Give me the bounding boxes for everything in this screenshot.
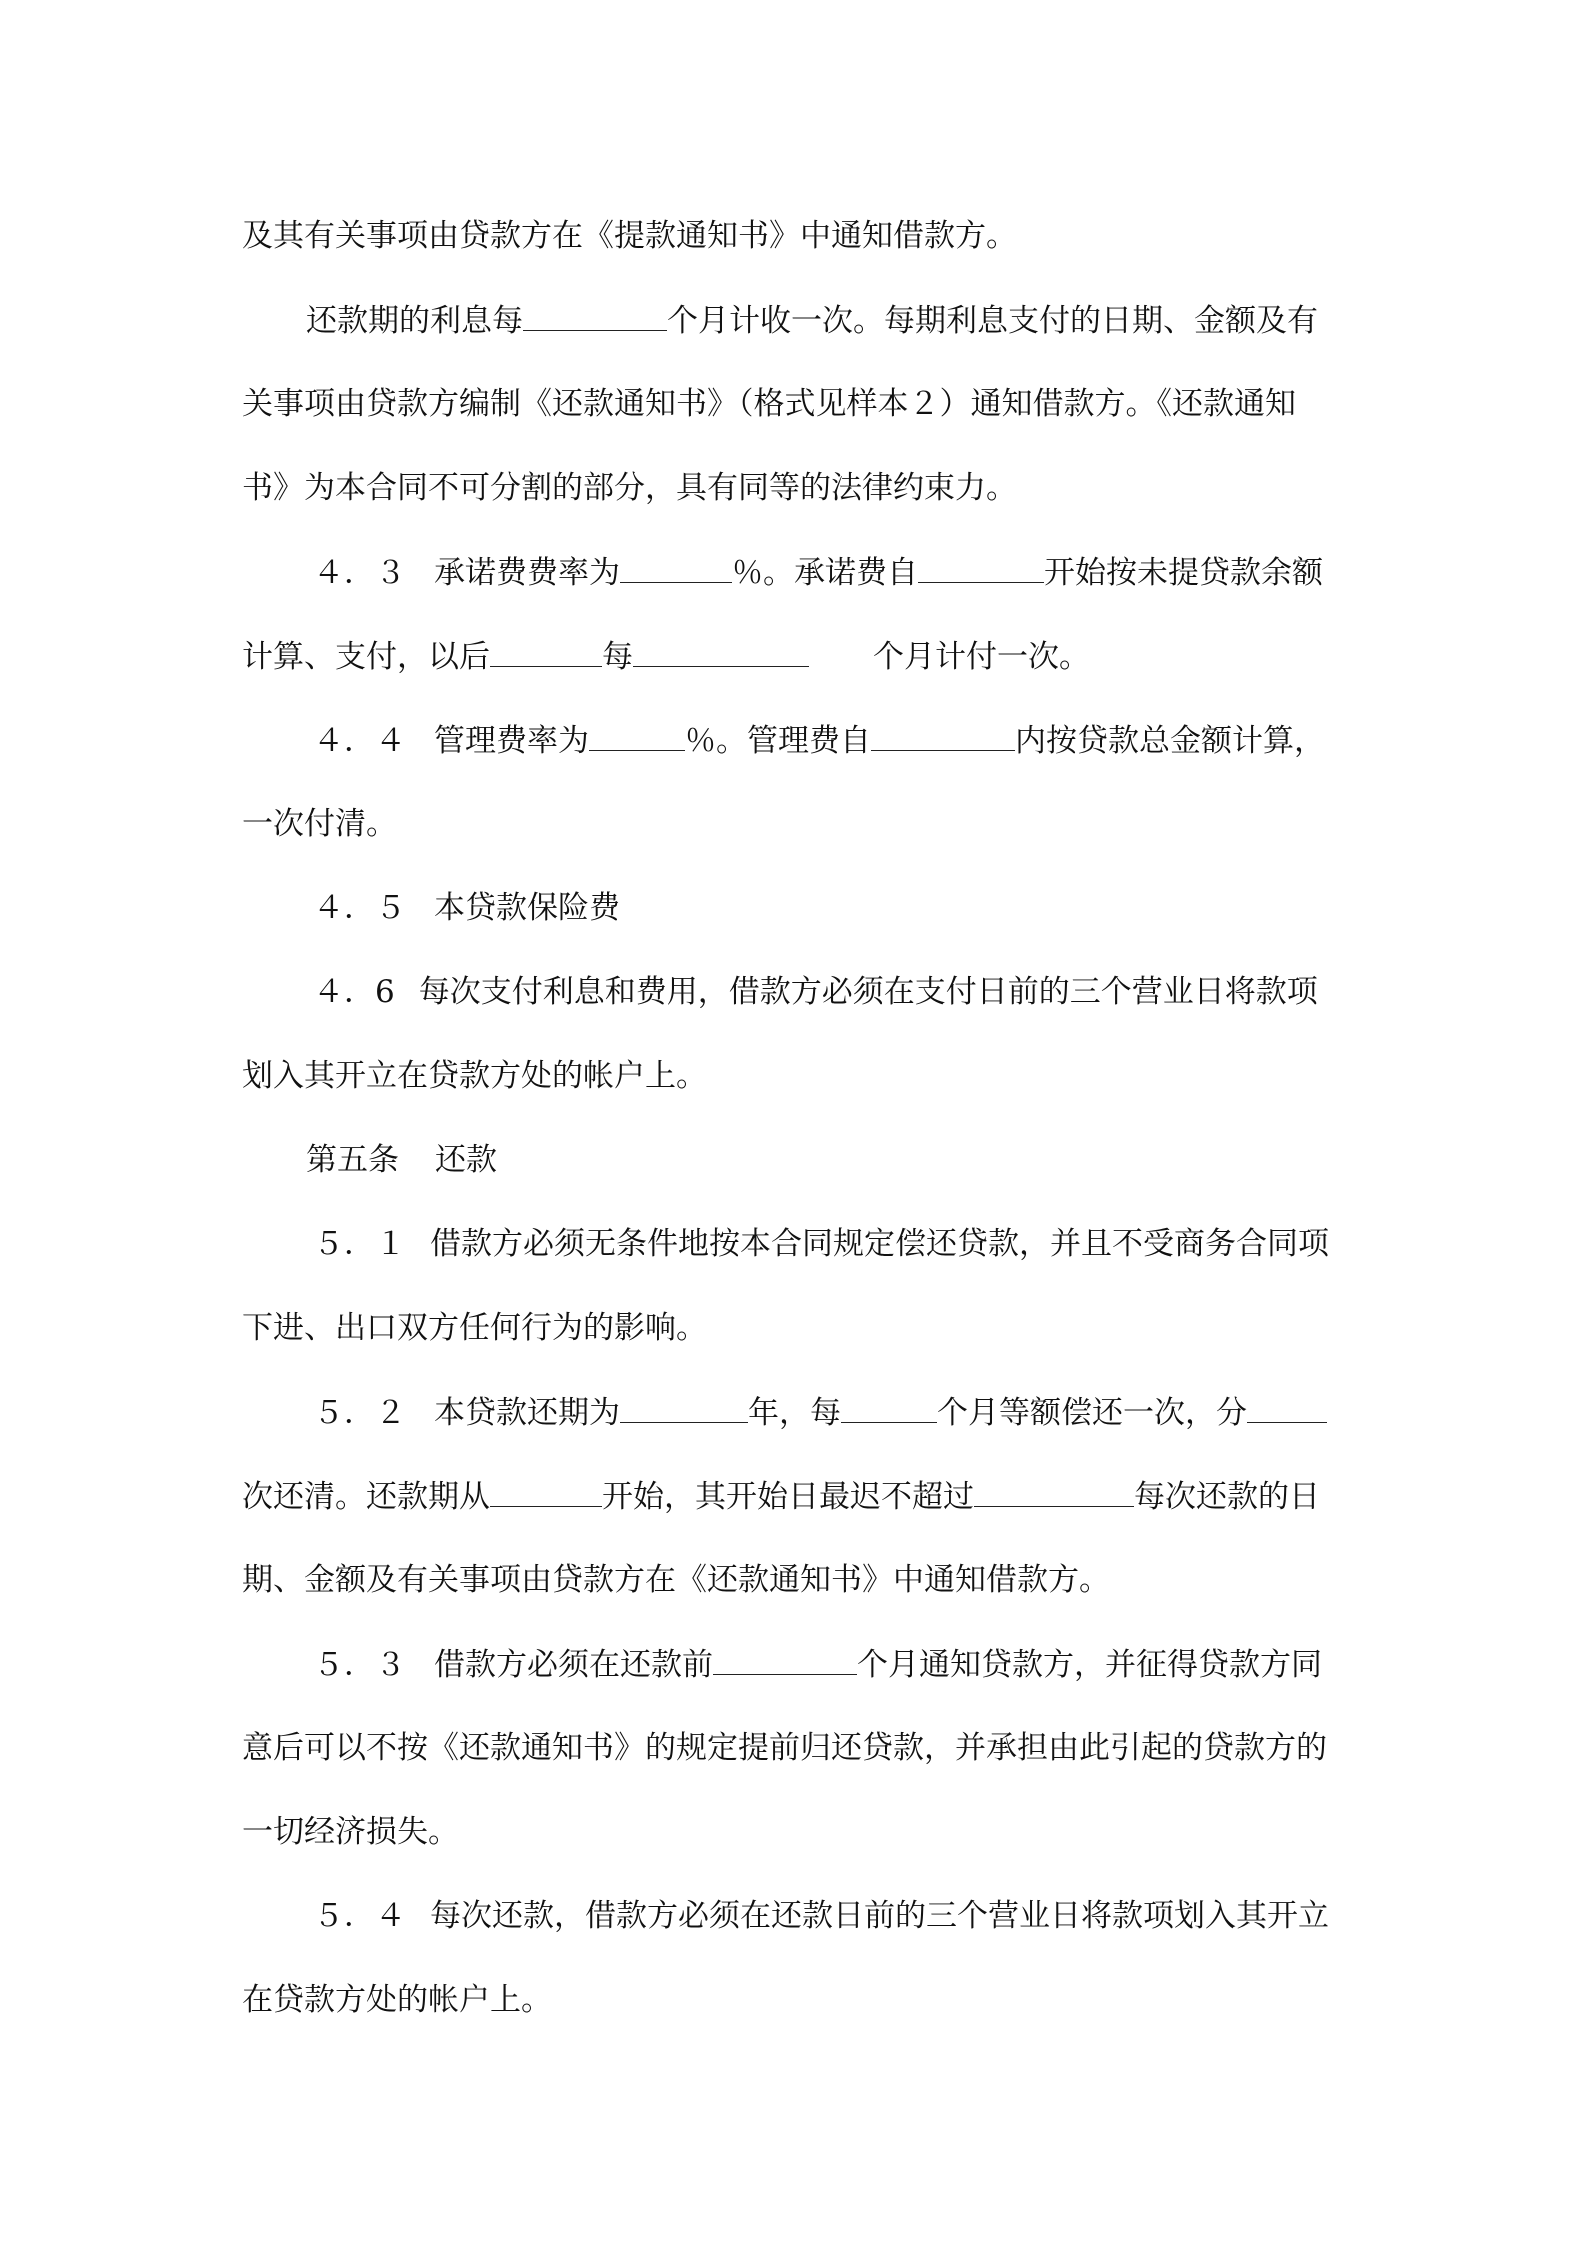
text: 本贷款还期为 [434, 1395, 620, 1431]
text: 在贷款方处的帐户上。 [242, 1982, 552, 2018]
text: 借款方必须在还款前 [434, 1647, 713, 1683]
paragraph-line [242, 1728, 1360, 1768]
clause-4-5 [313, 888, 1360, 928]
clause-number: ５．４ [313, 1898, 406, 1934]
blank-field[interactable] [918, 552, 1044, 583]
text: 每次支付利息和费用，借款方必须在支付日前的三个营业日将款项 [418, 974, 1318, 1010]
text: 本贷款保险费 [434, 890, 620, 926]
text: 一次付清。 [242, 806, 397, 842]
blank-field[interactable] [490, 636, 602, 667]
text: 及其有关事项由贷款方在《提款通知书》中通知借款方。 [242, 218, 1017, 254]
article-title: 还款 [435, 1142, 497, 1178]
blank-field[interactable] [713, 1644, 857, 1675]
paragraph-line [242, 384, 1360, 424]
clause-number: ５．２ [313, 1395, 406, 1431]
blank-field[interactable] [620, 552, 732, 583]
clause-4-4 [313, 720, 1360, 761]
text: 每 [602, 639, 633, 675]
text: 管理费率为 [434, 723, 589, 759]
clause-number: ４．４ [313, 723, 406, 759]
paragraph-line [242, 1476, 1360, 1517]
text: ％。承诺费自 [732, 555, 918, 591]
paragraph-line [242, 216, 1360, 256]
text: 意后可以不按《还款通知书》的规定提前归还贷款，并承担由此引起的贷款方的 [242, 1730, 1327, 1766]
text: 个月等额偿还一次，分 [937, 1395, 1247, 1431]
text: 内按贷款总金额计算， [1015, 723, 1325, 759]
text: ％。管理费自 [685, 723, 871, 759]
clause-number: ５．３ [313, 1647, 406, 1683]
paragraph-line [242, 1812, 1360, 1852]
blank-field[interactable] [589, 720, 685, 751]
text: 承诺费费率为 [434, 555, 620, 591]
clause-number: ４．３ [313, 555, 406, 591]
paragraph-line [242, 1560, 1360, 1600]
blank-field[interactable] [871, 720, 1015, 751]
blank-field[interactable] [620, 1392, 748, 1423]
paragraph-line [242, 1056, 1360, 1096]
blank-field[interactable] [523, 300, 667, 331]
text: 每次还款的日 [1134, 1479, 1320, 1515]
clause-5-2 [313, 1392, 1360, 1433]
text: 划入其开立在贷款方处的帐户上。 [242, 1058, 707, 1094]
paragraph-line [242, 1980, 1360, 2020]
clause-number: ４．6 [313, 974, 395, 1010]
clause-5-4 [313, 1896, 1360, 1936]
text: 还款期的利息每 [306, 303, 523, 339]
blank-field[interactable] [1247, 1392, 1327, 1423]
blank-field[interactable] [633, 636, 809, 667]
text: 个月计付一次。 [873, 639, 1090, 675]
text: 借款方必须无条件地按本合同规定偿还贷款，并且不受商务合同项 [430, 1226, 1329, 1262]
interest-paragraph [306, 300, 1360, 341]
text: 个月计收一次。每期利息支付的日期、金额及有 [667, 303, 1318, 339]
clause-4-6 [313, 972, 1360, 1012]
paragraph-line [242, 636, 1360, 677]
text: 关事项由贷款方编制《还款通知书》（格式见样本２）通知借款方。《还款通知 [242, 386, 1296, 422]
text: 计算、支付，以后 [242, 639, 490, 675]
blank-field[interactable] [490, 1476, 602, 1507]
paragraph-line [242, 468, 1360, 508]
clause-number: ４．５ [313, 890, 406, 926]
text: 次还清。还款期从 [242, 1479, 490, 1515]
text: 开始按未提贷款余额 [1044, 555, 1323, 591]
text: 书》为本合同不可分割的部分，具有同等的法律约束力。 [242, 470, 1017, 506]
text: 开始，其开始日最迟不超过 [602, 1479, 974, 1515]
article-5-heading [306, 1140, 1360, 1180]
text: 每次还款，借款方必须在还款日前的三个营业日将款项划入其开立 [430, 1898, 1329, 1934]
text: 个月通知贷款方，并征得贷款方同 [857, 1647, 1322, 1683]
paragraph-line [242, 804, 1360, 844]
clause-5-1 [313, 1224, 1360, 1264]
article-label: 第五条 [306, 1142, 399, 1178]
text: 期、金额及有关事项由贷款方在《还款通知书》中通知借款方。 [242, 1562, 1110, 1598]
text: 年，每 [748, 1395, 841, 1431]
paragraph-line [242, 1308, 1360, 1348]
clause-5-3 [313, 1644, 1360, 1685]
text: 一切经济损失。 [242, 1814, 459, 1850]
blank-field[interactable] [974, 1476, 1134, 1507]
clause-4-3 [313, 552, 1360, 593]
text: 下进、出口双方任何行为的影响。 [242, 1310, 707, 1346]
clause-number: ５．１ [313, 1226, 406, 1262]
blank-field[interactable] [841, 1392, 937, 1423]
